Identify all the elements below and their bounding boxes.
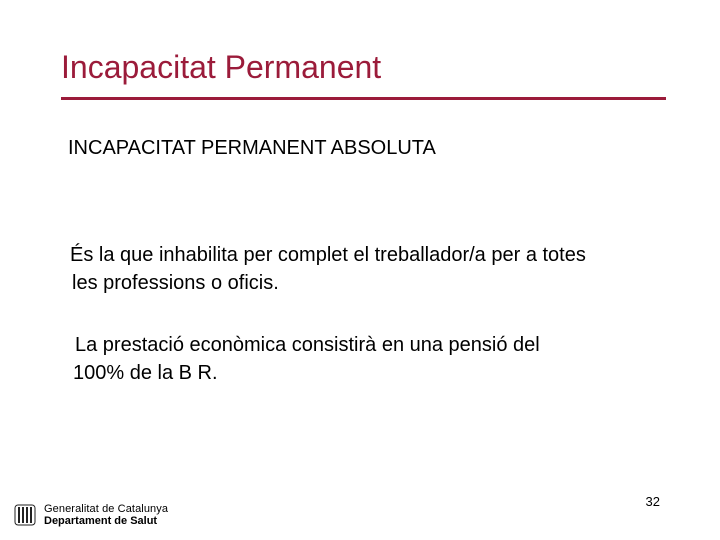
definition-paragraph bbox=[70, 241, 586, 297]
title-divider bbox=[61, 97, 666, 100]
footer-logo bbox=[14, 502, 168, 528]
generalitat-emblem-icon bbox=[14, 504, 36, 526]
benefit-line-2: 100% de la B R. bbox=[73, 362, 218, 384]
definition-line-1: És la que inhabilita per complet el treballador/a per a totes bbox=[70, 244, 586, 266]
page-number: 32 bbox=[645, 494, 660, 509]
benefit-paragraph bbox=[73, 331, 540, 387]
definition-line-2: les professions o oficis. bbox=[72, 272, 279, 294]
section-heading: INCAPACITAT PERMANENT ABSOLUTA bbox=[68, 137, 436, 159]
footer-logo-text bbox=[44, 503, 168, 527]
department-name: Departament de Salut bbox=[44, 515, 158, 527]
benefit-line-1: La prestació econòmica consistirà en una pensió del bbox=[75, 334, 540, 356]
organization-name: Generalitat de Catalunya bbox=[44, 503, 169, 515]
slide-title: Incapacitat Permanent bbox=[61, 49, 382, 85]
